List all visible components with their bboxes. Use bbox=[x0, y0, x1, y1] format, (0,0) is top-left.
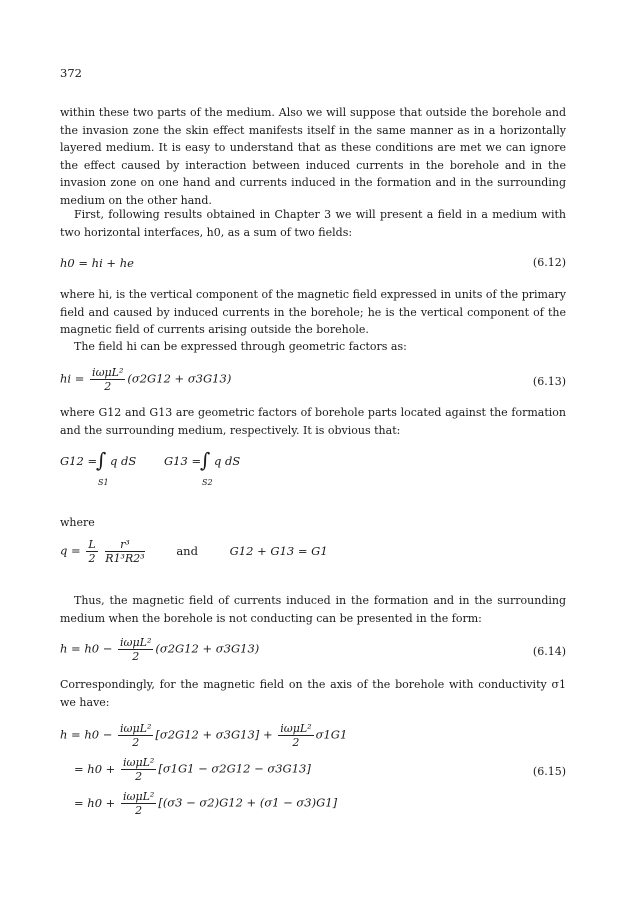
equation: h = h0 − $\frac{\text{iωμL²}}{2}$ [σ2G12 + σ3G13] + $\frac{\text{iωμL²}}{2}$ σ1G1 bbox=[60, 722, 348, 749]
paragraph: Thus, the magnetic field of currents induced in the formation and in the surrounding medium when the borehole is not conducting can be presented in the form: bbox=[60, 594, 566, 625]
paragraph: where G12 and G13 are geometric factors of borehole parts located against the formation and the surrounding medium, respectively. It is obvious that: bbox=[60, 406, 566, 437]
equation-number: (6.14) bbox=[532, 645, 566, 658]
integral-sign: ∫ bbox=[200, 448, 211, 472]
equation-body: h0 = hi + he bbox=[60, 256, 134, 270]
equation-number: (6.12) bbox=[532, 256, 566, 269]
equation-number: (6.13) bbox=[532, 375, 566, 388]
equation-number: (6.15) bbox=[532, 765, 566, 778]
page-number: 372 bbox=[60, 66, 82, 80]
paragraph: within these two parts of the medium. Also we will suppose that outside the borehole and the invasion zone the skin effect manifests itself in the same manner as in a horizontally layered medium. It is easy to understand that as these conditions are met we can ignore the effect caused by interaction between induced currents in the borehole and in the invasion zone on one hand and currents induced in the formation and in the surrounding medium on the other hand. bbox=[60, 106, 566, 207]
equation: G12 = ∫ q dS S1 G13 = ∫ q dS S2 bbox=[60, 448, 241, 487]
paragraph: Correspondingly, for the magnetic field on the axis of the borehole with conductivity σ1 we have: bbox=[60, 678, 566, 709]
equation: q = $\frac{L}{2}$ $\frac{\text{r³}}{\text{R1³R2³}}$ and G12 + G13 = G1 bbox=[60, 538, 328, 565]
paragraph: where bbox=[60, 516, 95, 529]
integral-sign: ∫ bbox=[96, 448, 107, 472]
equation: = h0 + $\frac{\text{iωμL²}}{2}$ [(σ3 − σ2)G12 + (σ1 − σ3)G1] bbox=[74, 790, 338, 817]
equation: hi = $\frac{\text{iωμL²}}{2}$ (σ2G12 + σ3G13) (6.13) bbox=[60, 366, 566, 393]
paragraph: First, following results obtained in Chapter 3 we will present a field in a medium with two horizontal interfaces, h0, as a sum of two fields: bbox=[60, 208, 566, 239]
equation bbox=[60, 256, 566, 270]
paragraph: The field hi can be expressed through geometric factors as: bbox=[74, 340, 407, 353]
fraction: $\frac{\text{iωμL²}}{2}$ bbox=[92, 366, 124, 393]
equation: h = h0 − $\frac{\text{iωμL²}}{2}$ (σ2G12 + σ3G13) (6.14) bbox=[60, 636, 566, 663]
equation: = h0 + $\frac{\text{iωμL²}}{2}$ [σ1G1 − σ2G12 − σ3G13] (6.15) bbox=[74, 756, 566, 783]
paragraph: where hi, is the vertical component of the magnetic field expressed in units of the primary field and caused by induced currents in the borehole; he is the vertical component of the magnetic field of currents arising outside the borehole. bbox=[60, 288, 566, 336]
